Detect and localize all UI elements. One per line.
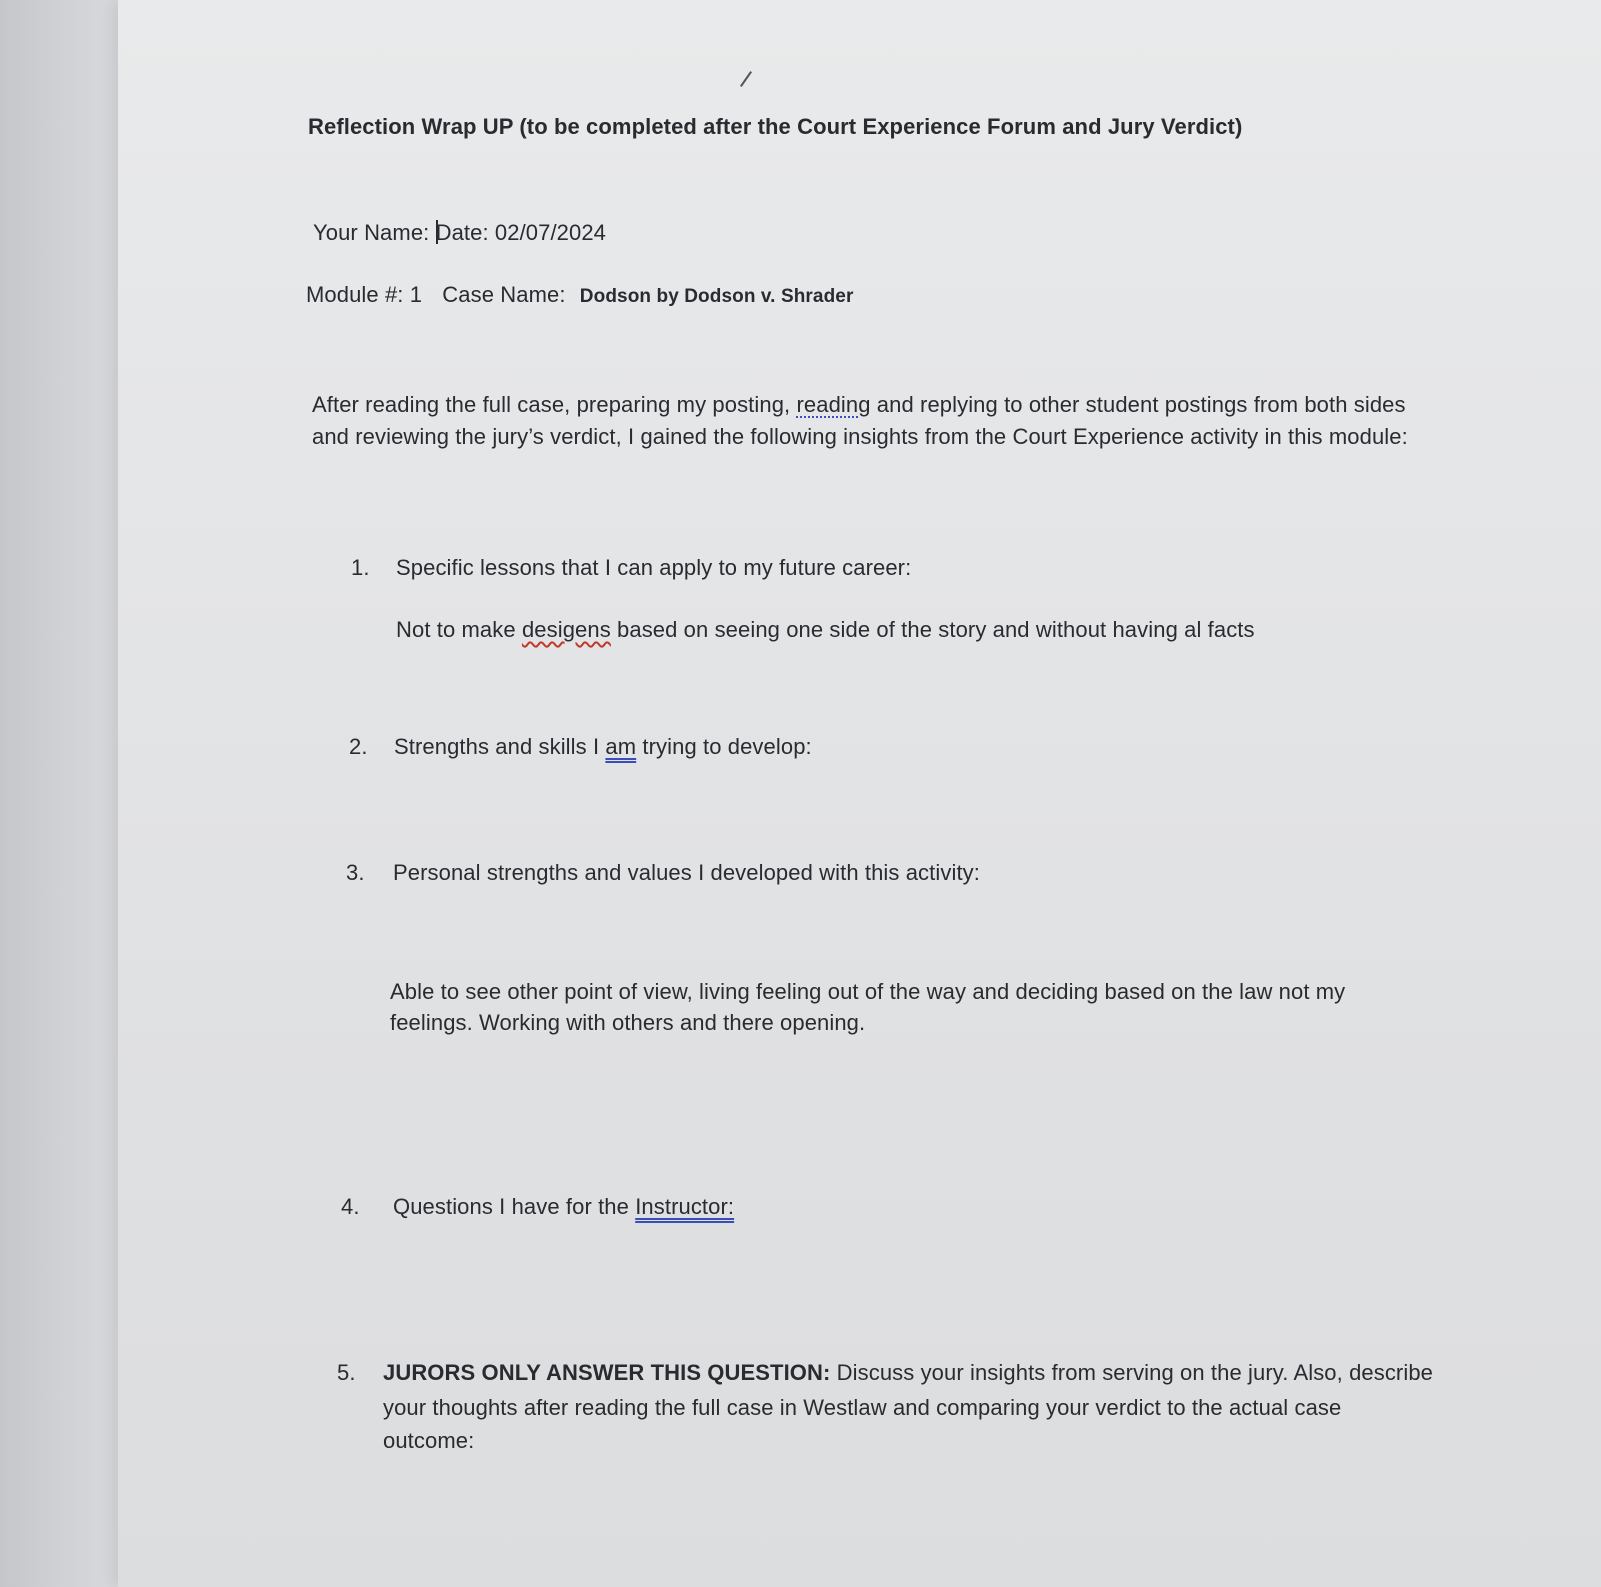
question-1-number: 1. [351, 555, 370, 580]
module-case-line[interactable] [306, 282, 853, 308]
case-value[interactable]: Dodson by Dodson v. Shrader [579, 286, 854, 307]
label-text: Questions I have for the [393, 1194, 629, 1219]
question-4-number: 4. [341, 1194, 360, 1219]
module-label: Module #: [306, 282, 404, 307]
intro-line-1[interactable] [312, 392, 1406, 418]
case-label: Case Name: [442, 282, 566, 307]
label-text: trying to develop: [642, 734, 812, 759]
question-3-number: 3. [346, 860, 365, 885]
date-label: Date: [435, 220, 489, 245]
name-label: Your Name: [313, 220, 430, 245]
question-3-answer-line-1[interactable]: Able to see other point of view, living feeling out of the way and deciding based on the law not my [390, 979, 1346, 1004]
grammar-flag-instructor[interactable]: Instructor: [635, 1194, 735, 1219]
question-5-line-3: outcome: [383, 1428, 475, 1453]
question-4-label [393, 1194, 734, 1220]
question-5-line-1 [383, 1360, 1433, 1386]
intro-text: and replying to other student postings from both sides [876, 392, 1406, 417]
name-date-line[interactable] [313, 220, 606, 246]
question-5-number: 5. [337, 1360, 356, 1385]
intro-text: After reading the full case, preparing my posting, [312, 392, 791, 417]
question-5-line-2: your thoughts after reading the full case in Westlaw and comparing your verdict to the actual case [383, 1395, 1342, 1420]
intro-line-2[interactable]: and reviewing the jury’s verdict, I gained the following insights from the Court Experience activity in this module: [312, 424, 1408, 449]
question-2-number: 2. [349, 734, 368, 759]
document-title: Reflection Wrap UP (to be completed after the Court Experience Forum and Jury Verdict) [308, 114, 1243, 139]
answer-text: based on seeing one side of the story and without having al facts [617, 617, 1255, 642]
module-value[interactable]: 1 [409, 282, 423, 307]
grammar-flag-reading[interactable]: reading [796, 392, 871, 417]
grammar-flag-am[interactable]: am [605, 734, 637, 759]
question-5-text: Discuss your insights from serving on the jury. Also, describe [836, 1360, 1434, 1385]
question-1-answer[interactable] [396, 617, 1255, 643]
question-1-label: Specific lessons that I can apply to my future career: [396, 555, 912, 580]
label-text: Strengths and skills I [394, 734, 600, 759]
answer-text: Not to make [396, 617, 516, 642]
date-value[interactable]: 02/07/2024 [494, 220, 607, 245]
question-3-answer-line-2[interactable]: feelings. Working with others and there opening. [390, 1010, 866, 1035]
question-2-label [394, 734, 812, 760]
question-3-label: Personal strengths and values I developed with this activity: [393, 860, 980, 885]
jurors-only-label: JURORS ONLY ANSWER THIS QUESTION: [383, 1360, 831, 1385]
spelling-flag-desigens[interactable]: desigens [521, 617, 611, 642]
